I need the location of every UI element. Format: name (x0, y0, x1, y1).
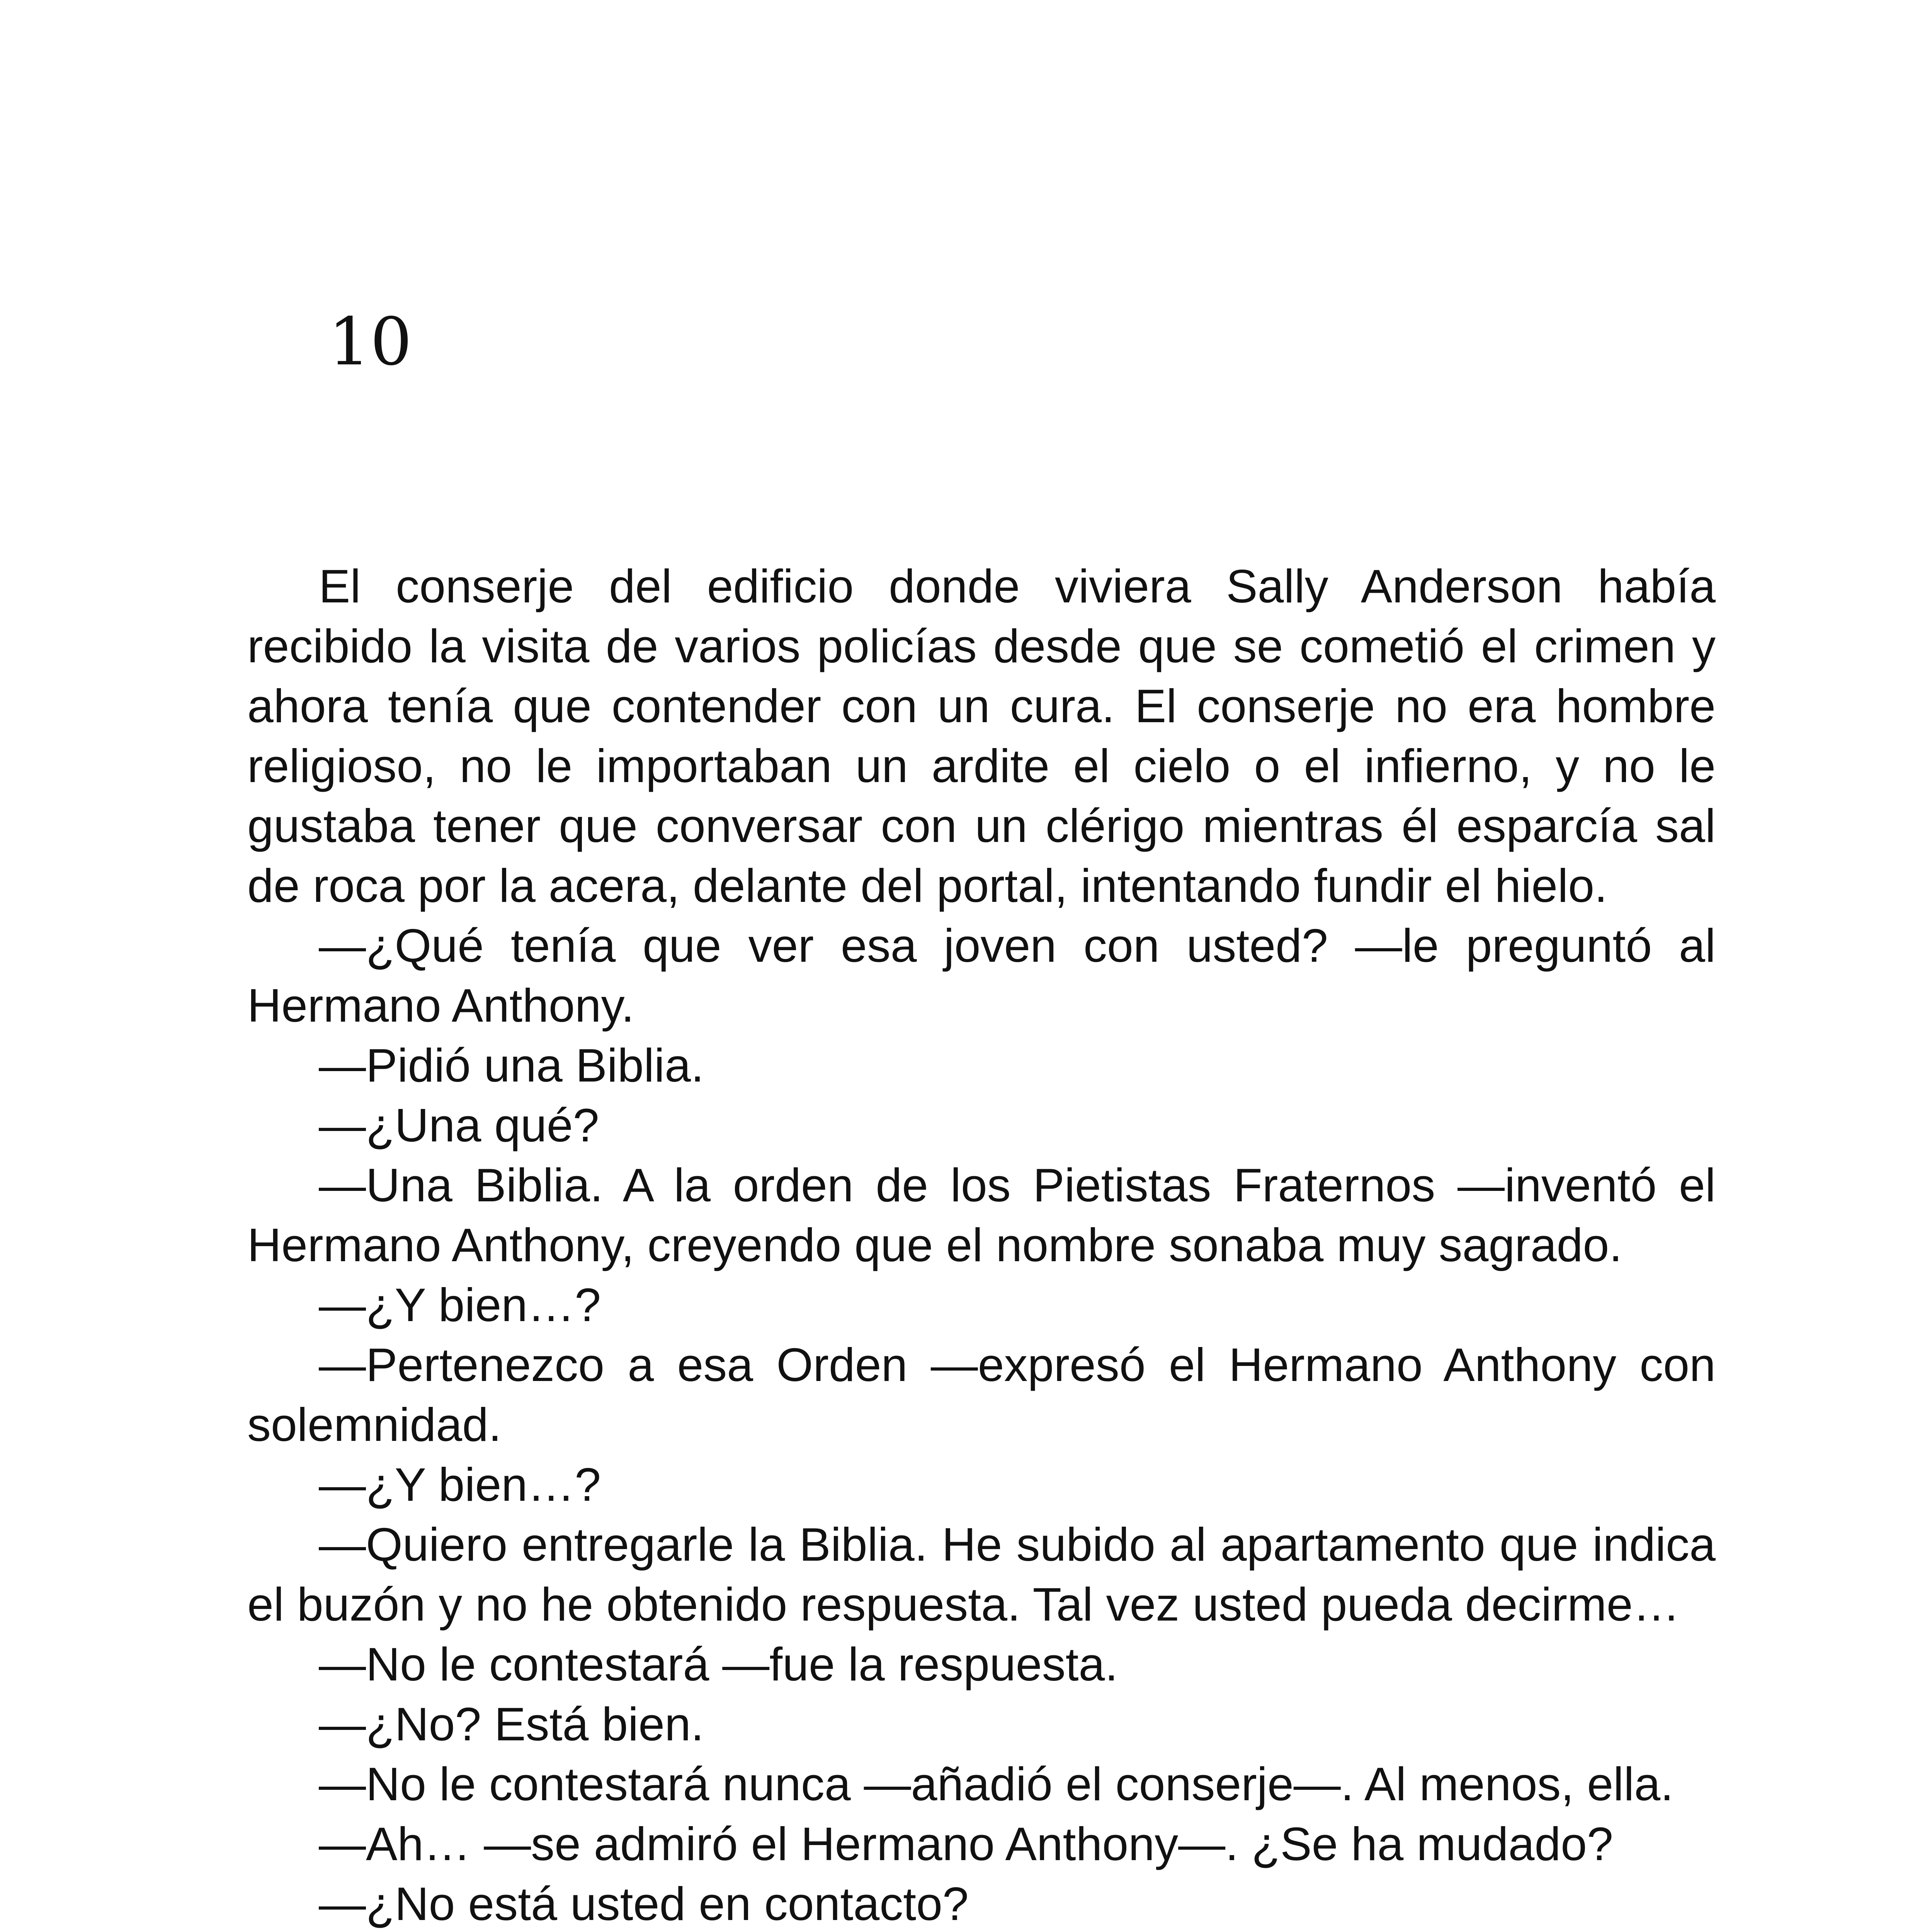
dialogue-line: —Pidió una Biblia. (319, 1039, 704, 1092)
dialogue-line: —No le contestará nunca —añadió el conserje—. Al menos, ella. (319, 1758, 1674, 1810)
dialogue-line: —¿Qué tenía que ver esa joven con usted? —le preguntó al Hermano Anthony. (247, 919, 1716, 1032)
dialogue-line: —¿Una qué? (319, 1099, 599, 1151)
dialogue-line: —Quiero entregarle la Biblia. He subido al apartamento que indica el buzón y no he obtenido respuesta. Tal vez usted pueda decirme… (247, 1518, 1716, 1631)
paragraph: El conserje del edificio donde viviera Sally Anderson había recibido la visita de varios policías desde que se cometió el crimen y ahora tenía que contender con un cura. El conserje no era hombre religioso, no le importaban un ardite el cielo o el infierno, y no le gustaba tener que conversar con un clérigo mientras él esparcía sal de roca por la acera, delante del portal, intentando fundir el hielo. (247, 560, 1716, 912)
chapter-number: 10 (328, 304, 412, 380)
dialogue-line: —¿Y bien…? (319, 1458, 601, 1511)
dialogue-line: —¿Y bien…? (319, 1279, 601, 1331)
dialogue-line: —¿No está usted en contacto? (319, 1878, 969, 1930)
dialogue-line: —Pertenezco a esa Orden —expresó el Hermano Anthony con solemnidad. (247, 1338, 1716, 1451)
dialogue-line: —Una Biblia. A la orden de los Pietistas Fraternos —inventó el Hermano Anthony, creyendo que el nombre sonaba muy sagrado. (247, 1159, 1716, 1271)
dialogue-line: —¿No? Está bien. (319, 1698, 704, 1750)
dialogue-line: —No le contestará —fue la respuesta. (319, 1638, 1118, 1690)
text-body (247, 556, 1716, 1932)
dialogue-line: —Ah… —se admiró el Hermano Anthony—. ¿Se ha mudado? (319, 1818, 1613, 1870)
